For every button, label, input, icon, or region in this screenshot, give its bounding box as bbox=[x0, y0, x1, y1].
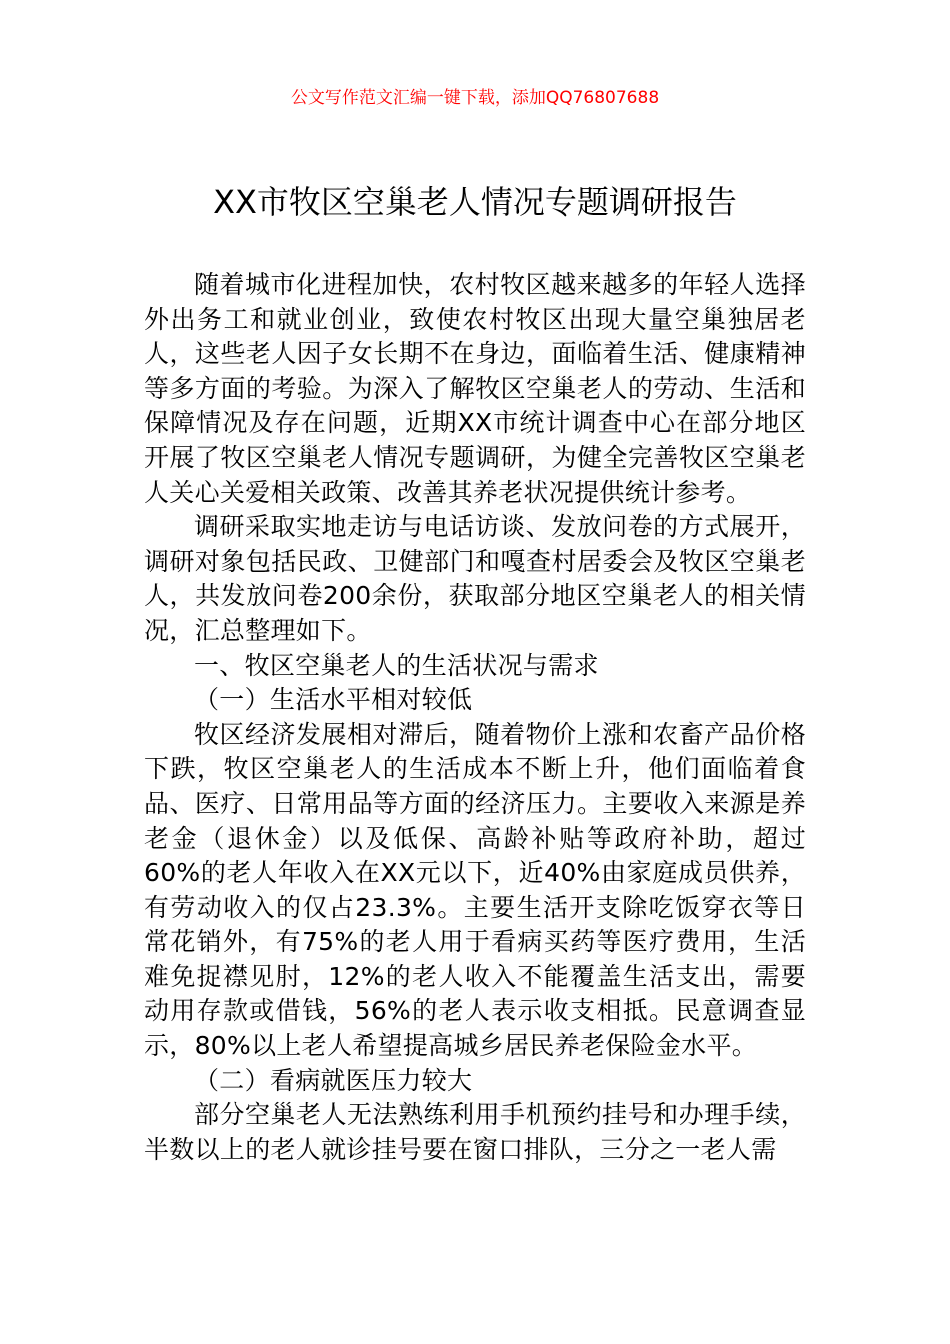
paragraph-medical: 部分空巢老人无法熟练利用手机预约挂号和办理手续，半数以上的老人就诊挂号要在窗口排队，三分之一老人需 bbox=[144, 1100, 806, 1164]
subsection-heading-2: （二）看病就医压力较大 bbox=[194, 1065, 473, 1095]
paragraph-intro: 随着城市化进程加快，农村牧区越来越多的年轻人选择外出务工和就业创业，致使农村牧区出现大量空巢独居老人，这些老人因子女长期不在身边，面临着生活、健康精神等多方面的考验。为深入了解牧区空巢老人的劳动、生活和保障情况及存在问题，近期XX市统计调查中心在部分地区开展了牧区空巢老人情况专题调研，为健全完善牧区空巢老人关心关爱相关政策、改善其养老状况提供统计参考。 bbox=[144, 270, 806, 507]
paragraph-method: 调研采取实地走访与电话访谈、发放问卷的方式展开，调研对象包括民政、卫健部门和嘎查村居委会及牧区空巢老人，共发放问卷200余份，获取部分地区空巢老人的相关情况，汇总整理如下。 bbox=[144, 512, 806, 645]
document-body bbox=[144, 268, 806, 1167]
download-notice: 公文写作范文汇编一键下载，添加QQ76807688 bbox=[290, 88, 660, 108]
section-heading-1: 一、牧区空巢老人的生活状况与需求 bbox=[194, 650, 599, 680]
document-title: XX市牧区空巢老人情况专题调研报告 bbox=[213, 183, 737, 221]
paragraph-living-standard: 牧区经济发展相对滞后，随着物价上涨和农畜产品价格下跌，牧区空巢老人的生活成本不断上升，他们面临着食品、医疗、日常用品等方面的经济压力。主要收入来源是养老金（退休金）以及低保、高龄补贴等政府补助，超过60%的老人年收入在XX元以下，近40%由家庭成员供养，有劳动收入的仅占23.3%。主要生活开支除吃饭穿衣等日常花销外，有75%的老人用于看病买药等医疗费用，生活难免捉襟见肘，12%的老人收入不能覆盖生活支出，需要动用存款或借钱，56%的老人表示收支相抵。民意调查显示，80%以上老人希望提高城乡居民养老保险金水平。 bbox=[144, 719, 806, 1061]
subsection-heading-1: （一）生活水平相对较低 bbox=[194, 685, 473, 715]
